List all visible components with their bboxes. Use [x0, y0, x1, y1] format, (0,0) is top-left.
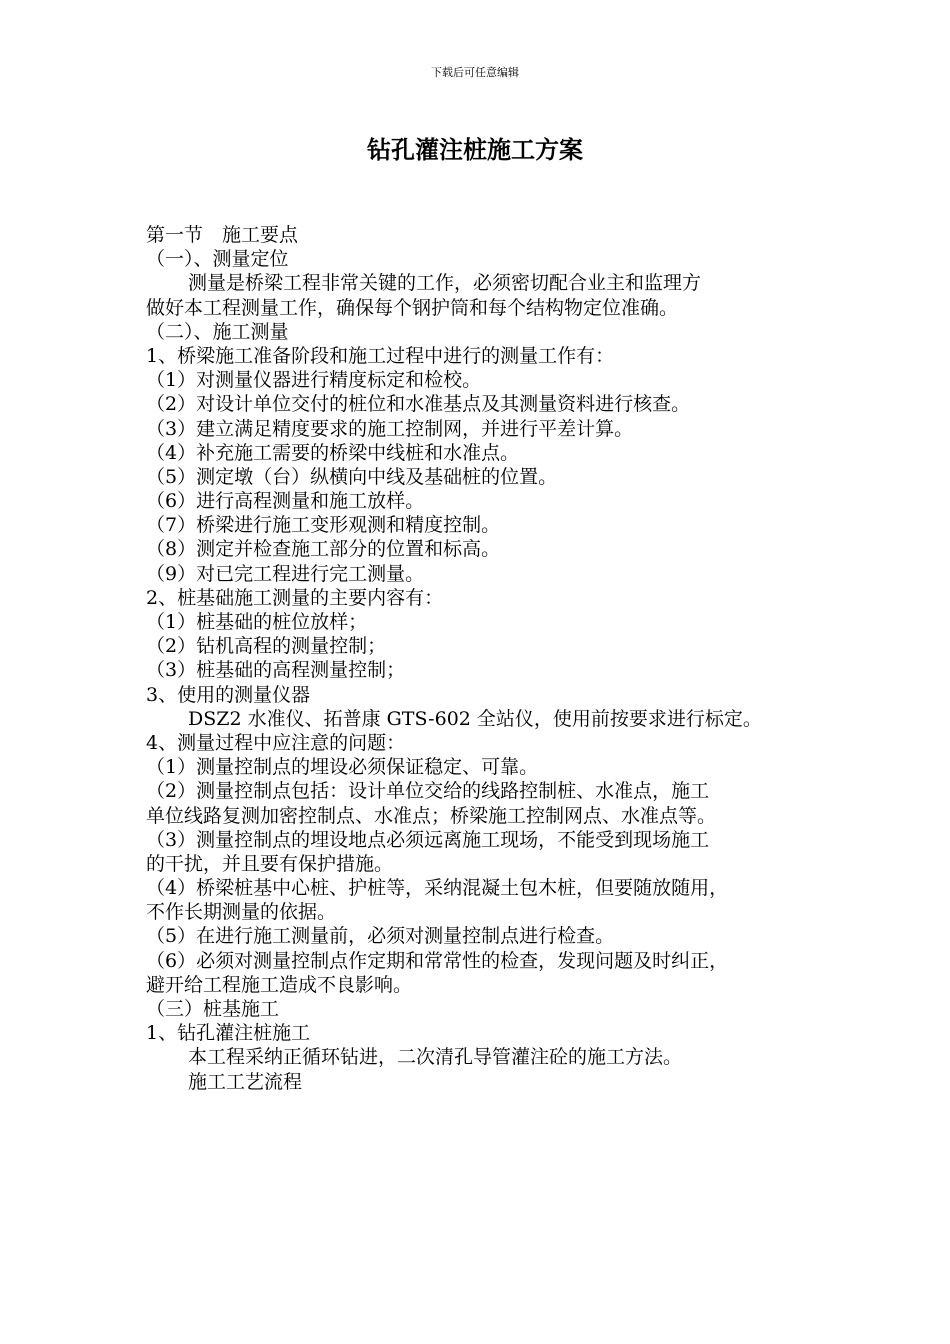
list-item: （6）进行高程测量和施工放样。	[146, 490, 425, 513]
list-item: （7）桥梁进行施工变形观测和精度控制。	[146, 514, 501, 537]
list-item: （2）钻机高程的测量控制；	[146, 635, 387, 658]
list-item: （3）建立满足精度要求的施工控制网，并进行平差计算。	[146, 417, 634, 440]
list-item: （5）测定墩（台）纵横向中线及基础桩的位置。	[146, 465, 558, 488]
paragraph-line: 施工工艺流程	[188, 1070, 303, 1093]
document-body	[146, 223, 826, 1094]
subsection-heading: （一）、测量定位	[146, 248, 289, 271]
list-item: （2）测量控制点包括：设计单位交给的线路控制桩、水准点，施工	[146, 780, 710, 803]
list-item-continuation: 不作长期测量的依据。	[146, 901, 337, 924]
list-heading: 3、使用的测量仪器	[146, 683, 311, 706]
list-item: （8）测定并检查施工部分的位置和标高。	[146, 538, 501, 561]
header-note: 下载后可任意编辑	[431, 66, 519, 79]
list-heading: 4、测量过程中应注意的问题：	[146, 731, 406, 754]
list-item: （6）必须对测量控制点作定期和常常性的检查，发现问题及时纠正，	[146, 949, 729, 972]
paragraph-line: 测量是桥梁工程非常关键的工作，必须密切配合业主和监理方	[188, 272, 702, 295]
list-item: （9）对已完工程进行完工测量。	[146, 562, 425, 585]
list-item-continuation: 的干扰，并且要有保护措施。	[146, 852, 394, 875]
paragraph-line: DSZ2 水准仪、拓普康 GTS-602 全站仪，使用前按要求进行标定。	[188, 707, 762, 730]
subsection-heading: （三）桩基施工	[146, 998, 280, 1020]
list-item-continuation: 避开给工程施工造成不良影响。	[146, 973, 413, 996]
section-heading: 第一节 施工要点	[146, 224, 299, 246]
list-item: （1）桩基础的桩位放样；	[146, 611, 368, 633]
list-item: （1）对测量仪器进行精度标定和检校。	[146, 369, 482, 392]
list-item: （2）对设计单位交付的桩位和水准基点及其测量资料进行核查。	[146, 393, 691, 416]
list-heading: 1、桥梁施工准备阶段和施工过程中进行的测量工作有：	[146, 344, 615, 367]
list-item: （4）桥梁桩基中心桩、护桩等，采纳混凝土包木桩，但要随放随用，	[146, 877, 729, 900]
list-item: （3）桩基础的高程测量控制；	[146, 659, 406, 682]
list-heading: 2、桩基础施工测量的主要内容有：	[146, 586, 444, 609]
list-heading: 1、钻孔灌注桩施工	[146, 1022, 311, 1045]
list-item-continuation: 单位线路复测加密控制点、水准点；桥梁施工控制网点、水准点等。	[146, 804, 717, 827]
paragraph-line: 做好本工程测量工作，确保每个钢护筒和每个结构物定位准确。	[146, 296, 679, 319]
list-item: （4）补充施工需要的桥梁中线桩和水准点。	[146, 441, 520, 464]
list-item: （1）测量控制点的埋设必须保证稳定、可靠。	[146, 756, 539, 779]
paragraph-line: 本工程采纳正循环钻进，二次清孔导管灌注砼的施工方法。	[188, 1046, 683, 1069]
subsection-heading: （二）、施工测量	[146, 320, 289, 343]
list-item: （3）测量控制点的埋设地点必须远离施工现场，不能受到现场施工	[146, 828, 710, 851]
list-item: （5）在进行施工测量前，必须对测量控制点进行检查。	[146, 925, 615, 948]
document-title: 钻孔灌注桩施工方案	[367, 135, 583, 164]
